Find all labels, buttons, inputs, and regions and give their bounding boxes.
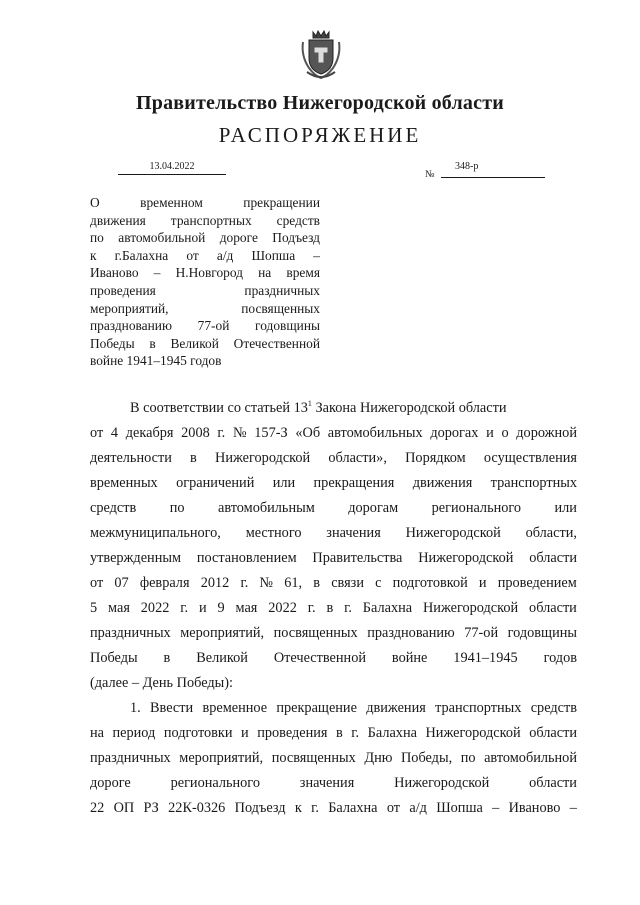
body-word: 157-З — [254, 425, 288, 441]
body-word: временное — [202, 700, 268, 716]
body-word: 22 — [90, 800, 105, 816]
body-word: значения — [326, 525, 381, 541]
body-word: с — [375, 575, 382, 591]
body-word: области — [529, 600, 577, 616]
body-word: г. — [180, 600, 189, 616]
body-word: по — [460, 750, 476, 766]
body-line — [90, 450, 577, 467]
body-word: о — [501, 425, 509, 441]
body-word: мероприятий, — [179, 750, 264, 766]
body-word: Порядком — [405, 450, 466, 466]
date-value: 13.04.2022 — [149, 161, 195, 172]
body-word: 07 — [114, 575, 129, 591]
body-word: дорогах — [430, 425, 479, 441]
body-word: дорогам — [348, 500, 399, 516]
body-word: мая — [108, 600, 130, 616]
body-line: (далее – День Победы): — [90, 675, 233, 691]
body-word: ограничений — [176, 475, 255, 491]
number-sign: № — [425, 169, 435, 180]
body-word: и — [486, 425, 494, 441]
body-word: февраля — [139, 575, 190, 591]
body-word: Правительства — [312, 550, 403, 566]
body-word: Нижегородской — [425, 725, 521, 741]
body-word: и — [478, 575, 487, 591]
body-word: Нижегородской — [394, 775, 490, 791]
body-word: 2022 — [140, 600, 170, 616]
body-text: В соответствии со статьей 13 — [130, 400, 308, 416]
body-word: в — [336, 725, 343, 741]
body-word: дорожной — [516, 425, 577, 441]
body-line — [90, 750, 577, 767]
body-word: 77-ой — [464, 625, 499, 641]
body-word: средств — [530, 700, 577, 716]
body-word: Балахна — [362, 600, 413, 616]
body-word: праздничных — [90, 750, 171, 766]
body-word: мая — [235, 600, 258, 616]
body-word: постановлением — [196, 550, 297, 566]
body-word: области — [529, 725, 577, 741]
body-word: подготовки — [163, 725, 233, 741]
body-word: значения — [299, 775, 355, 791]
body-word: в — [313, 575, 321, 591]
body-word: № — [259, 575, 274, 591]
body-word: декабря — [125, 425, 174, 441]
body-word: Победы, — [400, 750, 453, 766]
body-word: связи — [331, 575, 364, 591]
body-word: г. — [344, 600, 352, 616]
body-word: в — [326, 600, 334, 616]
body-word: проведения — [257, 725, 328, 741]
body-word: автомобильным — [218, 500, 315, 516]
subject-line: войне 1941–1945 годов — [90, 353, 222, 369]
subject-line: движения транспортных средств — [90, 212, 320, 228]
body-word: 4 — [110, 425, 119, 441]
body-word: области — [529, 775, 577, 791]
body-word: межмуниципального, — [90, 525, 221, 541]
body-word: Балахна — [367, 725, 417, 741]
body-word: Подъезд — [234, 800, 286, 816]
body-word: дороге — [90, 775, 131, 791]
body-word: регионального — [431, 500, 522, 516]
number-underline — [441, 177, 545, 178]
body-word: движения — [412, 475, 473, 491]
body-word: а/д — [409, 800, 427, 816]
body-word: Ввести — [150, 700, 194, 716]
body-word: временных — [90, 475, 158, 491]
body-word: «Об — [295, 425, 321, 441]
body-word: РЗ — [143, 800, 159, 816]
body-word: проведением — [497, 575, 577, 591]
body-line — [90, 425, 577, 442]
body-word: автомобильной — [484, 750, 577, 766]
body-line — [90, 800, 577, 817]
body-line — [90, 775, 577, 792]
body-word: и — [198, 600, 207, 616]
body-text: Закона Нижегородской области — [311, 400, 507, 416]
body-word: к — [294, 800, 302, 816]
body-word: Отечественной — [273, 650, 366, 666]
body-word: Нижегородской — [405, 525, 501, 541]
body-word: Нижегородской — [215, 450, 311, 466]
body-word: прекращение — [276, 700, 357, 716]
body-word: от — [90, 425, 104, 441]
body-word: Иваново — [508, 800, 561, 816]
body-word: г. — [311, 800, 319, 816]
body-word: Балахна — [328, 800, 378, 816]
number-value: 348-р — [455, 161, 479, 172]
body-word: мероприятий, — [180, 625, 265, 641]
body-line — [90, 525, 577, 542]
body-word: или — [554, 500, 577, 516]
body-word: Шопша — [436, 800, 483, 816]
body-line — [90, 550, 577, 567]
body-word: области — [529, 550, 577, 566]
body-word: – — [569, 800, 577, 816]
body-word: местного — [245, 525, 302, 541]
body-word: г. — [240, 575, 249, 591]
footnote-mark: 1 — [307, 399, 312, 409]
org-title: Правительство Нижегородской области — [136, 92, 504, 114]
body-word: праздничных — [90, 625, 171, 641]
body-word: годов — [543, 650, 577, 666]
body-word: 2012 — [200, 575, 230, 591]
body-word: празднованию — [367, 625, 455, 641]
body-word: 22К-0326 — [168, 800, 226, 816]
body-word: движения — [366, 700, 426, 716]
body-word: в — [163, 650, 171, 666]
body-word: 1. — [130, 700, 141, 716]
body-word: утвержденным — [90, 550, 182, 566]
body-word: Нижегородской — [422, 600, 519, 616]
body-word: г. — [217, 425, 226, 441]
body-word: от — [90, 575, 104, 591]
subject-line: проведения праздничных — [90, 282, 320, 298]
body-word: по — [169, 500, 185, 516]
body-word: г. — [307, 600, 316, 616]
body-word: осуществления — [483, 450, 577, 466]
body-word: области», — [328, 450, 387, 466]
body-word: посвященных — [273, 625, 358, 641]
body-line — [90, 400, 577, 417]
date-underline — [118, 174, 226, 175]
body-word: прекращения — [313, 475, 395, 491]
body-word: Дню — [364, 750, 393, 766]
body-word: и — [241, 725, 249, 741]
body-word: транспортных — [490, 475, 577, 491]
body-word: годовщины — [507, 625, 577, 641]
body-line — [90, 650, 577, 667]
body-word: Победы — [90, 650, 138, 666]
body-word: в — [190, 450, 197, 466]
coat-of-arms-icon — [299, 28, 343, 80]
body-word: – — [492, 800, 500, 816]
body-word: 2008 — [181, 425, 210, 441]
subject-line: празднованию 77-ой годовщины — [90, 318, 320, 334]
body-word: автомобильных — [327, 425, 423, 441]
body-word: транспортных — [435, 700, 522, 716]
document-type: РАСПОРЯЖЕНИЕ — [218, 123, 422, 147]
document-subject — [90, 194, 320, 370]
body-word: 61, — [284, 575, 303, 591]
subject-line: Иваново – Н.Новгород на время — [90, 265, 320, 281]
body-word: 2022 — [268, 600, 297, 616]
body-line — [90, 625, 577, 642]
body-line — [90, 575, 577, 592]
body-word: Нижегородской — [418, 550, 514, 566]
body-word: период — [112, 725, 156, 741]
subject-line: мероприятий, посвященных — [90, 300, 320, 316]
body-word: 9 — [217, 600, 225, 616]
body-word: деятельности — [90, 450, 172, 466]
subject-line: к г.Балахна от а/д Шопша – — [90, 247, 320, 263]
subject-line: по автомобильной дороге Подъезд — [90, 230, 320, 246]
body-word: области, — [525, 525, 577, 541]
document-date — [118, 161, 226, 175]
body-line — [90, 600, 577, 617]
body-word: или — [272, 475, 296, 491]
body-line — [90, 475, 577, 492]
body-word: № — [232, 425, 247, 441]
body-word: посвященных — [271, 750, 356, 766]
body-word: войне — [391, 650, 428, 666]
body-word: ОП — [113, 800, 135, 816]
body-line — [90, 500, 577, 517]
subject-line: Победы в Великой Отечественной — [90, 335, 320, 351]
body-line — [90, 725, 577, 742]
body-word: Великой — [196, 650, 248, 666]
body-word: подготовкой — [392, 575, 468, 591]
body-word: 5 — [90, 600, 98, 616]
body-word: средств — [90, 500, 137, 516]
body-word: на — [90, 725, 104, 741]
body-line — [90, 700, 577, 717]
body-word: от — [386, 800, 401, 816]
body-word: регионального — [170, 775, 260, 791]
subject-line: О временном прекращении — [90, 195, 320, 210]
body-word: 1941–1945 — [453, 650, 518, 666]
body-word: г. — [351, 725, 360, 741]
